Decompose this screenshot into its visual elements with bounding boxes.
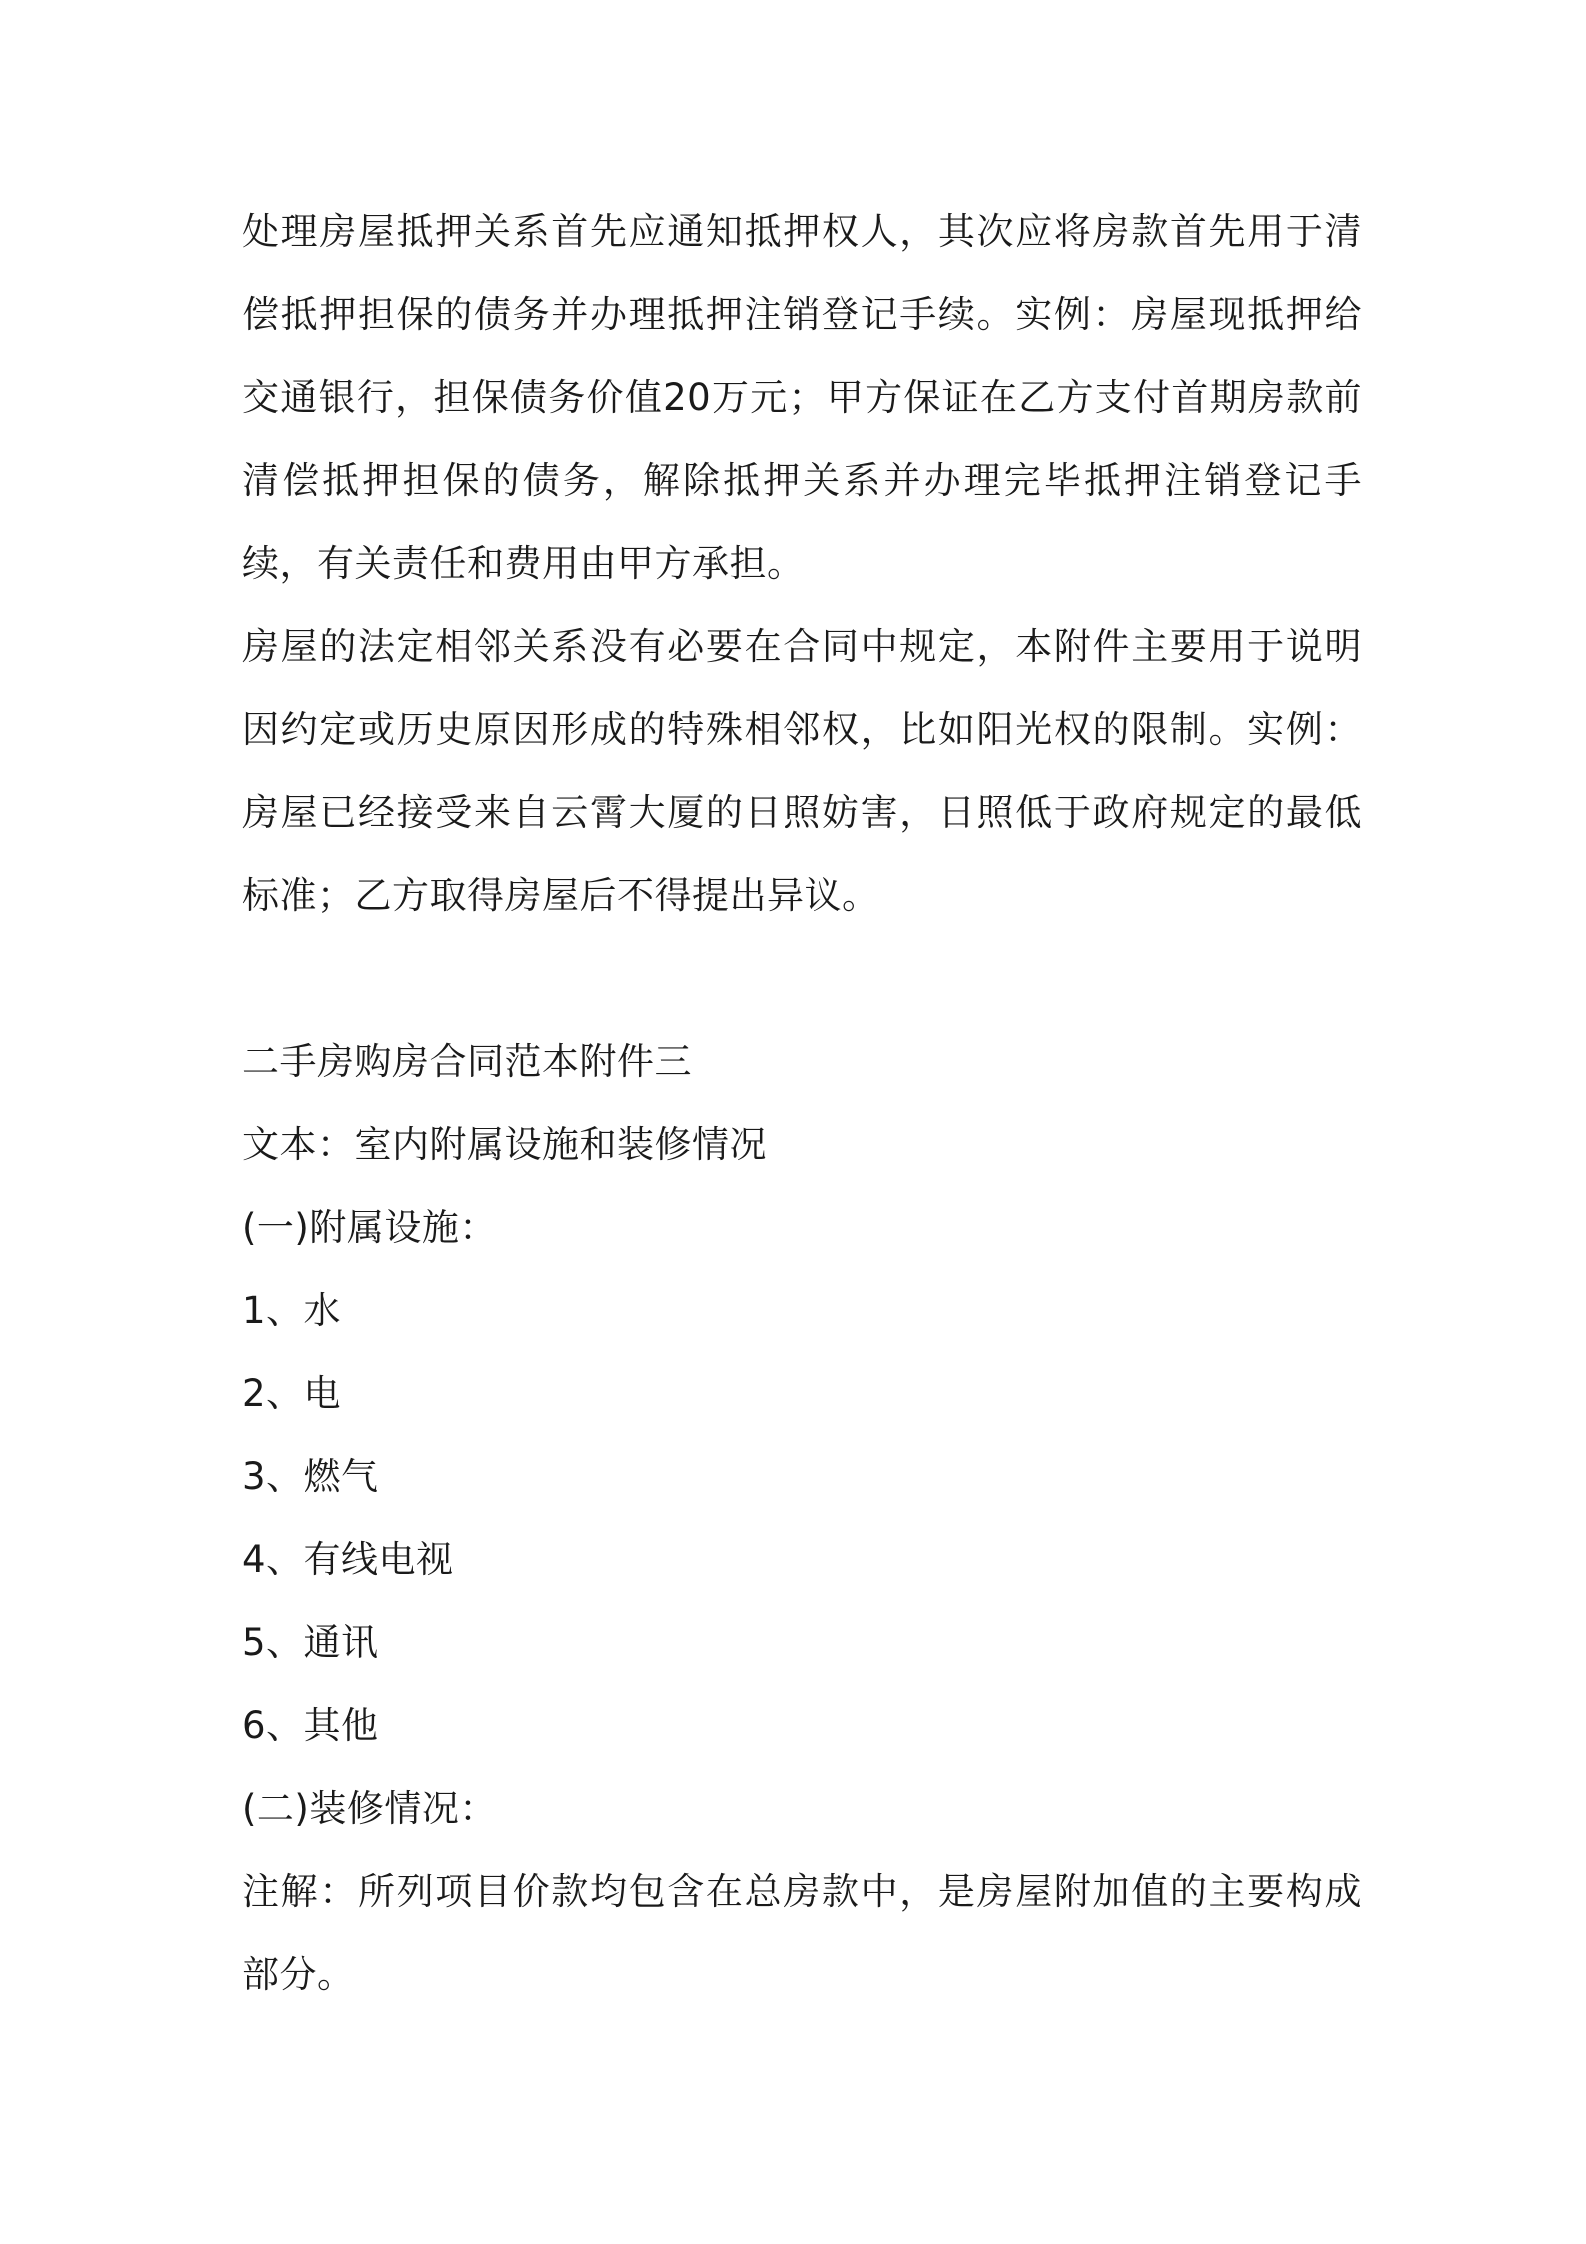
list-item: 5、通讯 xyxy=(242,1621,379,1664)
list-item: 2、电 xyxy=(242,1372,342,1415)
list-item: 3、燃气 xyxy=(242,1455,379,1498)
document-body xyxy=(242,190,1362,2016)
section1-heading: (一)附属设施： xyxy=(242,1206,497,1249)
paragraph-adjacency: 房屋的法定相邻关系没有必要在合同中规定，本附件主要用于说明因约定或历史原因形成的特殊相邻权，比如阳光权的限制。实例：房屋已经接受来自云霄大厦的日照妨害，日照低于政府规定的最低标准；乙方取得房屋后不得提出异议。 xyxy=(242,625,1362,917)
paragraph-mortgage: 处理房屋抵押关系首先应通知抵押权人，其次应将房款首先用于清偿抵押担保的债务并办理抵押注销登记手续。实例：房屋现抵押给交通银行，担保债务价值20万元；甲方保证在乙方支付首期房款前清偿抵押担保的债务，解除抵押关系并办理完毕抵押注销登记手续，有关责任和费用由甲方承担。 xyxy=(242,210,1362,585)
section2-heading: (二)装修情况： xyxy=(242,1787,497,1830)
appendix-note: 注解：所列项目价款均包含在总房款中，是房屋附加值的主要构成部分。 xyxy=(242,1870,1362,1996)
appendix-text-label: 文本：室内附属设施和装修情况 xyxy=(242,1123,767,1166)
section-spacer xyxy=(242,937,1362,1020)
appendix-title: 二手房购房合同范本附件三 xyxy=(242,1040,692,1083)
list-item: 6、其他 xyxy=(242,1704,379,1747)
list-item: 1、水 xyxy=(242,1289,342,1332)
list-item: 4、有线电视 xyxy=(242,1538,454,1581)
